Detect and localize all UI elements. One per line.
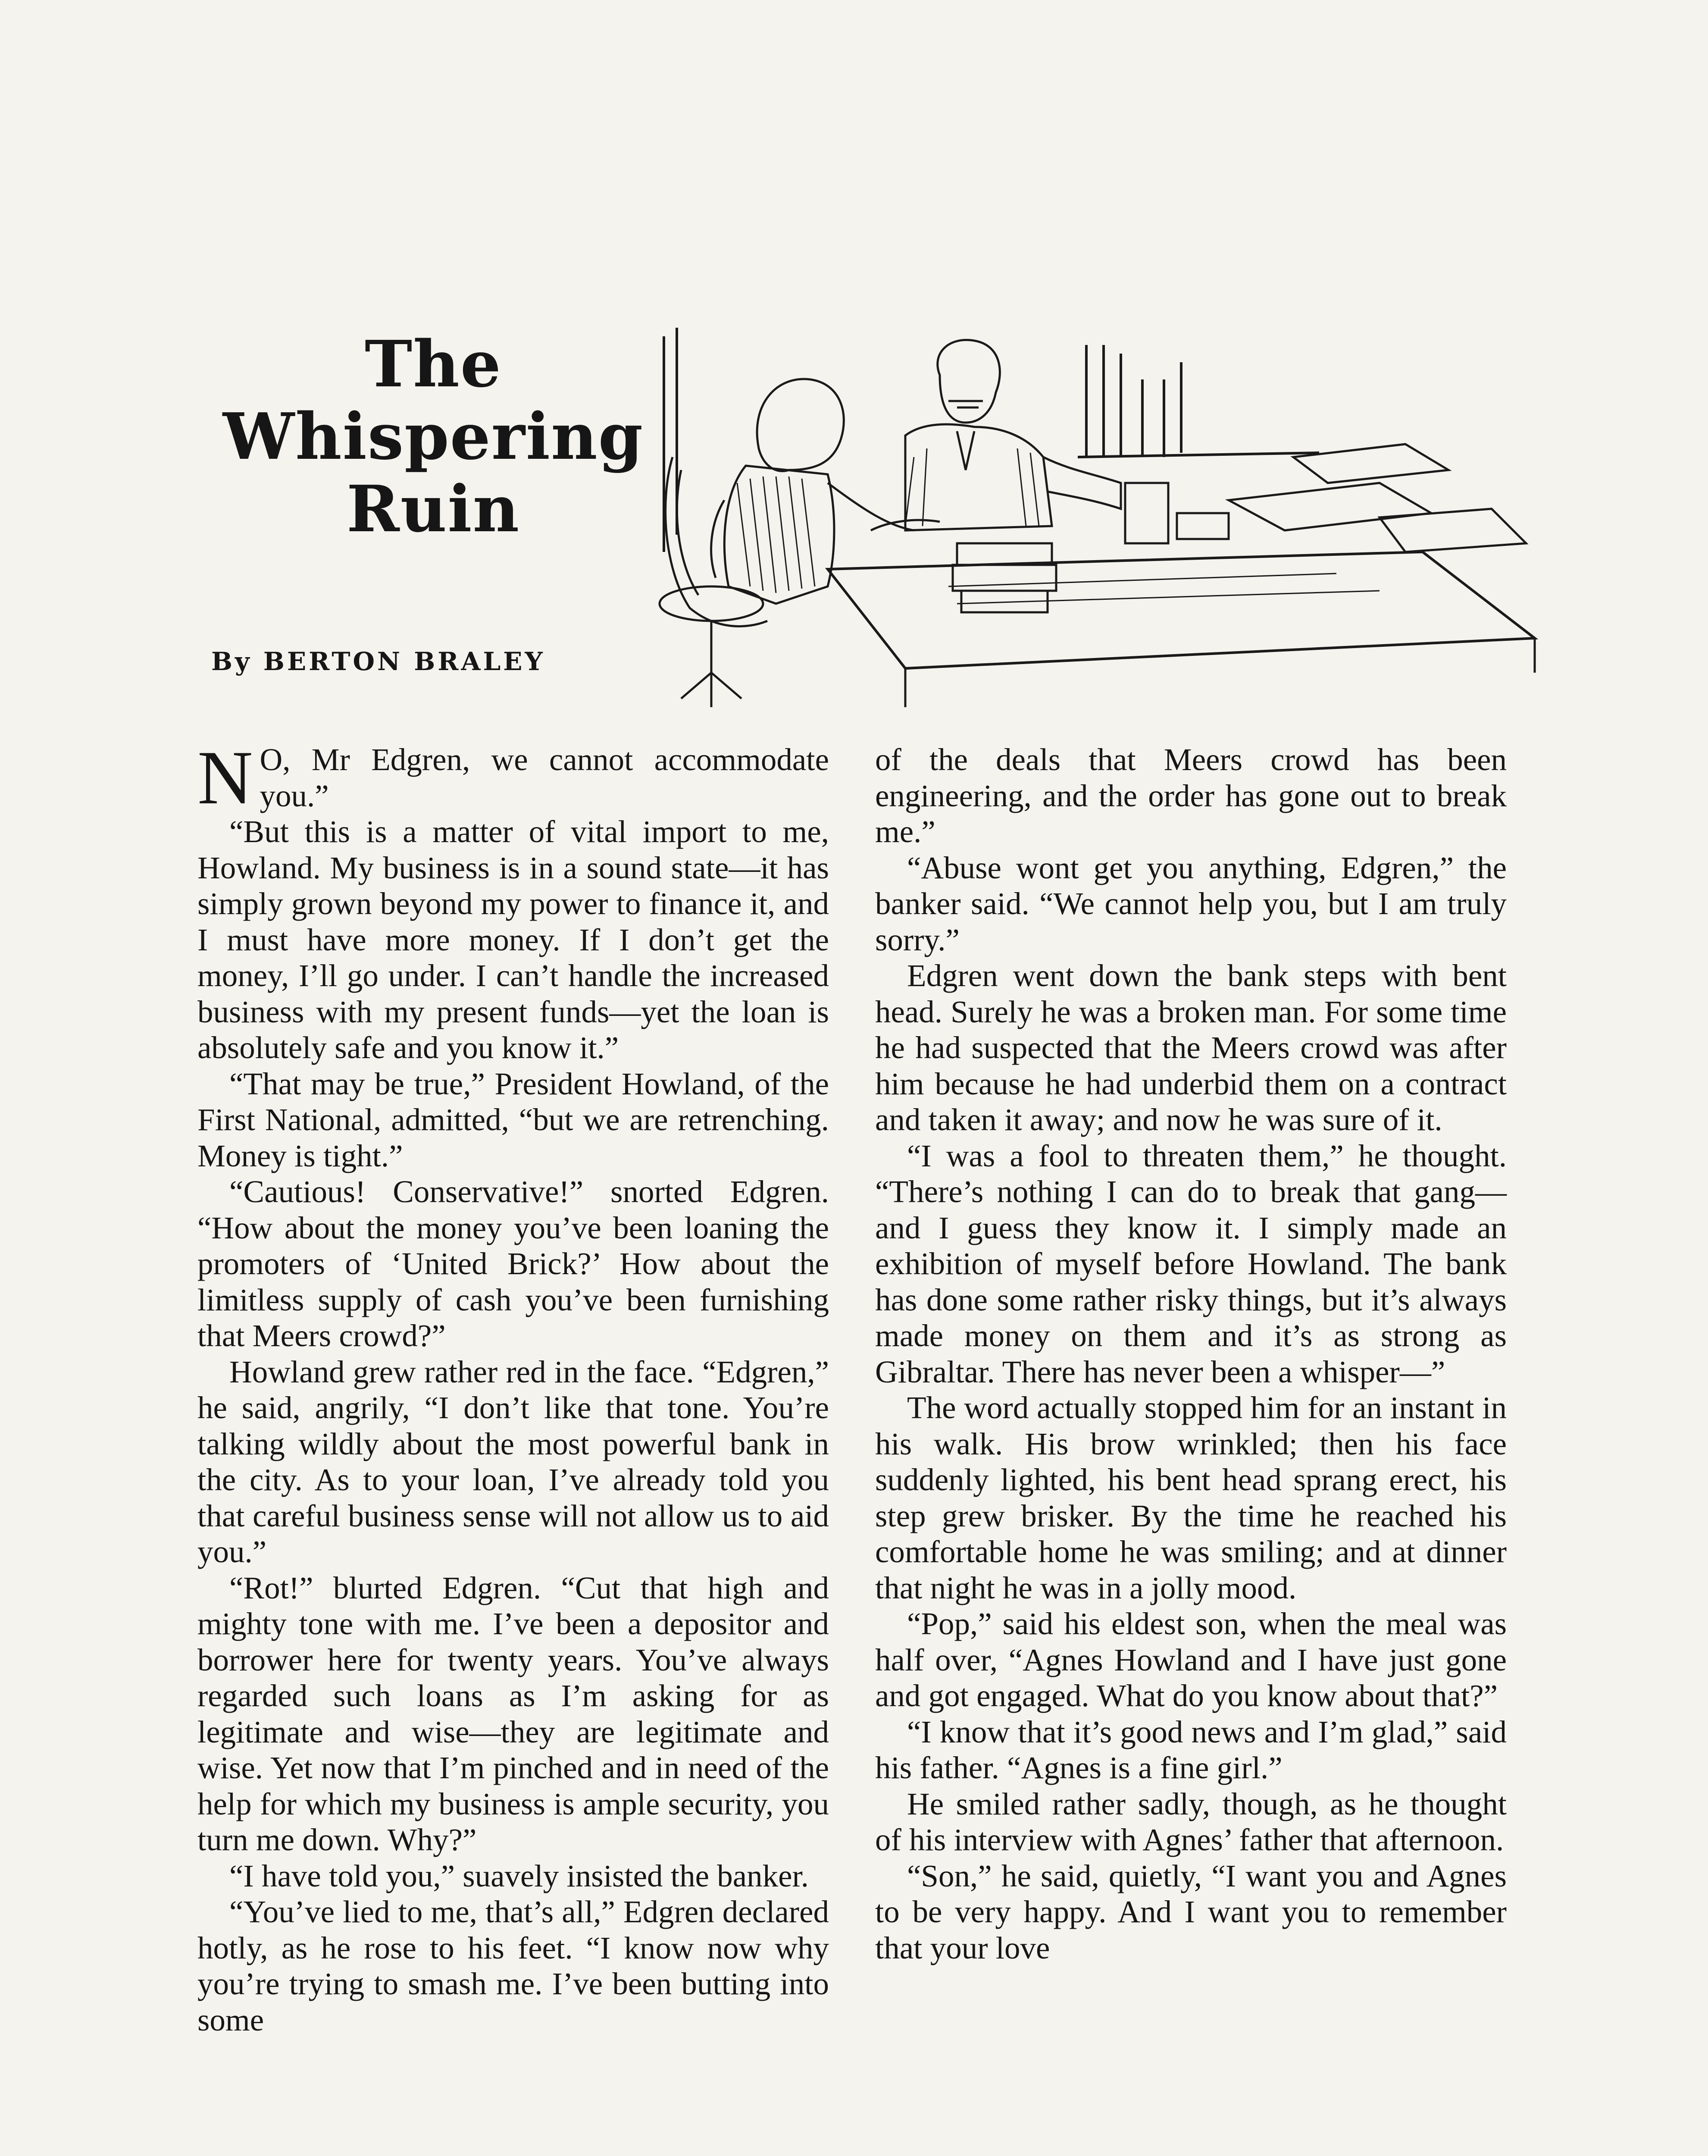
paragraph: He smiled rather sadly, though, as he thought of his interview with Agnes’ father that afternoon. (875, 1786, 1507, 1857)
drop-cap: N (197, 735, 253, 820)
paragraph: N O, Mr Edgren, we cannot accommodate you.” (197, 735, 829, 820)
paragraph: “That may be true,” President Howland, of the First National, admitted, “but we are retrenching. Money is tight.” (197, 1066, 829, 1173)
paragraph: “You’ve lied to me, that’s all,” Edgren declared hotly, as he rose to his feet. “I know now why you’re trying to smash me. I’ve been butting into some (197, 1894, 829, 2037)
paragraph: “I know that it’s good news and I’m glad,” said his father. “Agnes is a fine girl.” (875, 1714, 1507, 1785)
paragraph: “But this is a matter of vital import to me, Howland. My business is in a sound state—it has simply grown beyond my power to finance it, and I must have more money. If I don’t get the money, I’ll go under. I can’t handle the increased business with my present funds—yet the loan is absolutely safe and you know it.” (197, 814, 829, 1065)
byline: By BERTON BRALEY (211, 647, 545, 676)
text-column-left (197, 735, 829, 2038)
paragraph: “Rot!” blurted Edgren. “Cut that high and mighty tone with me. I’ve been a depositor and borrower here for twenty years. You’ve always regarded such loans as I’m asking for as legitimate and wise—they are legitimate and wise. Yet now that I’m pinched and in need of the help for which my business is ample security, you turn me down. Why?” (197, 1570, 829, 1857)
paragraph: “I have told you,” suavely insisted the banker. (229, 1858, 809, 1893)
paragraph: of the deals that Meers crowd has been engineering, and the order has gone out to break me.” (875, 742, 1507, 849)
text-column-right (875, 742, 1507, 1966)
paragraph: Edgren went down the bank steps with bent head. Surely he was a broken man. For some time he had suspected that the Meers crowd was after him because he had underbid them on a contract and taken it away; and now he was sure of it. (875, 958, 1507, 1137)
title-line: Whispering (222, 399, 644, 474)
paragraph: Howland grew rather red in the face. “Edgren,” he said, angrily, “I don’t like that tone. You’re talking wildly about the most powerful bank in the city. As to your loan, I’ve already told you that careful business sense will not allow us to aid you.” (197, 1354, 829, 1569)
paragraph: The word actually stopped him for an instant in his walk. His brow wrinkled; then his face suddenly lighted, his bent head sprang erect, his step grew brisker. By the time he reached his comfortable home he was smiling; and at dinner that night he was in a jolly mood. (875, 1390, 1507, 1605)
paragraph: “Cautious! Conservative!” snorted Edgren. “How about the money you’ve been loaning the promoters of ‘United Brick?’ How about the limitless supply of cash you’ve been furnishing that Meers crowd?” (197, 1174, 829, 1353)
article-title (207, 328, 660, 545)
paragraph: “Pop,” said his eldest son, when the meal was half over, “Agnes Howland and I have just gone and got engaged. What do you know about that?” (875, 1606, 1507, 1713)
title-line: Ruin (346, 471, 520, 546)
paragraph: “Abuse wont get you anything, Edgren,” the banker said. “We cannot help you, but I am truly sorry.” (875, 850, 1507, 957)
paragraph: “Son,” he said, quietly, “I want you and Agnes to be very happy. And I want you to remember that your love (875, 1858, 1507, 1965)
title-line: The (365, 326, 502, 401)
two-men-at-bank-desk-illustration (647, 328, 1556, 716)
paragraph: “I was a fool to threaten them,” he thought. “There’s nothing I can do to break that gang—and I guess they know it. I simply made an exhibition of myself before Howland. The bank has done some rather risky things, but it’s always made money on them and it’s as strong as Gibraltar. There has never been a whisper—” (875, 1138, 1507, 1389)
